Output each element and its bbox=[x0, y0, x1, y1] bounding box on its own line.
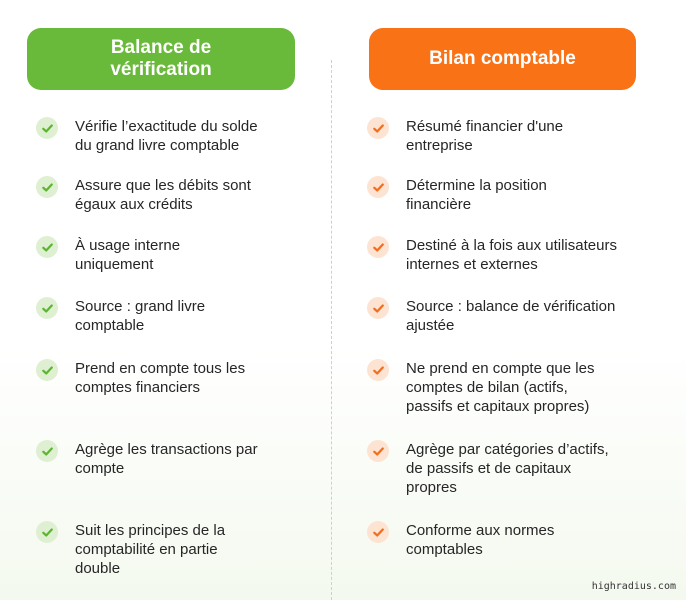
check-icon bbox=[367, 521, 389, 543]
list-item bbox=[36, 236, 321, 274]
list-item bbox=[367, 117, 677, 155]
header-balance-sheet bbox=[369, 28, 636, 90]
list-item bbox=[36, 117, 321, 155]
check-icon bbox=[36, 117, 58, 139]
list-item bbox=[367, 297, 677, 335]
list-item bbox=[367, 440, 677, 497]
list-item-text: Suit les principes de la comptabilité en partie double bbox=[75, 522, 226, 577]
check-icon bbox=[367, 359, 389, 381]
check-icon bbox=[36, 297, 58, 319]
header-trial-balance bbox=[27, 28, 295, 90]
list-item-text: Agrège par catégories d’actifs, de passifs et de capitaux propres bbox=[406, 441, 609, 496]
check-icon bbox=[367, 297, 389, 319]
list-item-text: À usage interne uniquement bbox=[75, 237, 181, 273]
check-icon bbox=[36, 359, 58, 381]
list-item-text: Conforme aux normes comptables bbox=[406, 522, 555, 558]
check-icon bbox=[36, 521, 58, 543]
list-item bbox=[36, 521, 321, 578]
list-item-text: Source : balance de vérification ajustée bbox=[406, 298, 616, 334]
list-item-text: Agrège les transactions par compte bbox=[75, 441, 258, 477]
check-icon bbox=[36, 440, 58, 462]
list-item-text: Ne prend en compte que les comptes de bilan (actifs, passifs et capitaux propres) bbox=[406, 360, 595, 415]
list-item bbox=[367, 359, 677, 416]
list-item bbox=[367, 236, 677, 274]
center-divider bbox=[331, 60, 332, 600]
header-trial-balance-line1: Balance de bbox=[110, 37, 212, 58]
list-item bbox=[36, 297, 321, 335]
list-item bbox=[36, 359, 321, 397]
check-icon bbox=[36, 176, 58, 198]
list-item-text: Vérifie l’exactitude du solde du grand livre comptable bbox=[75, 118, 258, 154]
list-item bbox=[367, 521, 677, 559]
list-item bbox=[36, 176, 321, 214]
header-trial-balance-line2: vérification bbox=[110, 59, 212, 80]
check-icon bbox=[367, 236, 389, 258]
list-item bbox=[367, 176, 677, 214]
list-item-text: Destiné à la fois aux utilisateurs internes et externes bbox=[406, 237, 617, 273]
list-item-text: Détermine la position financière bbox=[406, 177, 547, 213]
list-item-text: Source : grand livre comptable bbox=[75, 298, 206, 334]
check-icon bbox=[367, 440, 389, 462]
list-item-text: Prend en compte tous les comptes financiers bbox=[75, 360, 246, 396]
check-icon bbox=[367, 176, 389, 198]
check-icon bbox=[367, 117, 389, 139]
list-item bbox=[36, 440, 321, 478]
list-item-text: Résumé financier d'une entreprise bbox=[406, 118, 564, 154]
header-balance-sheet-title: Bilan comptable bbox=[429, 48, 576, 69]
footer-brand: highradius.com bbox=[591, 581, 676, 592]
list-item-text: Assure que les débits sont égaux aux crédits bbox=[75, 177, 251, 213]
check-icon bbox=[36, 236, 58, 258]
